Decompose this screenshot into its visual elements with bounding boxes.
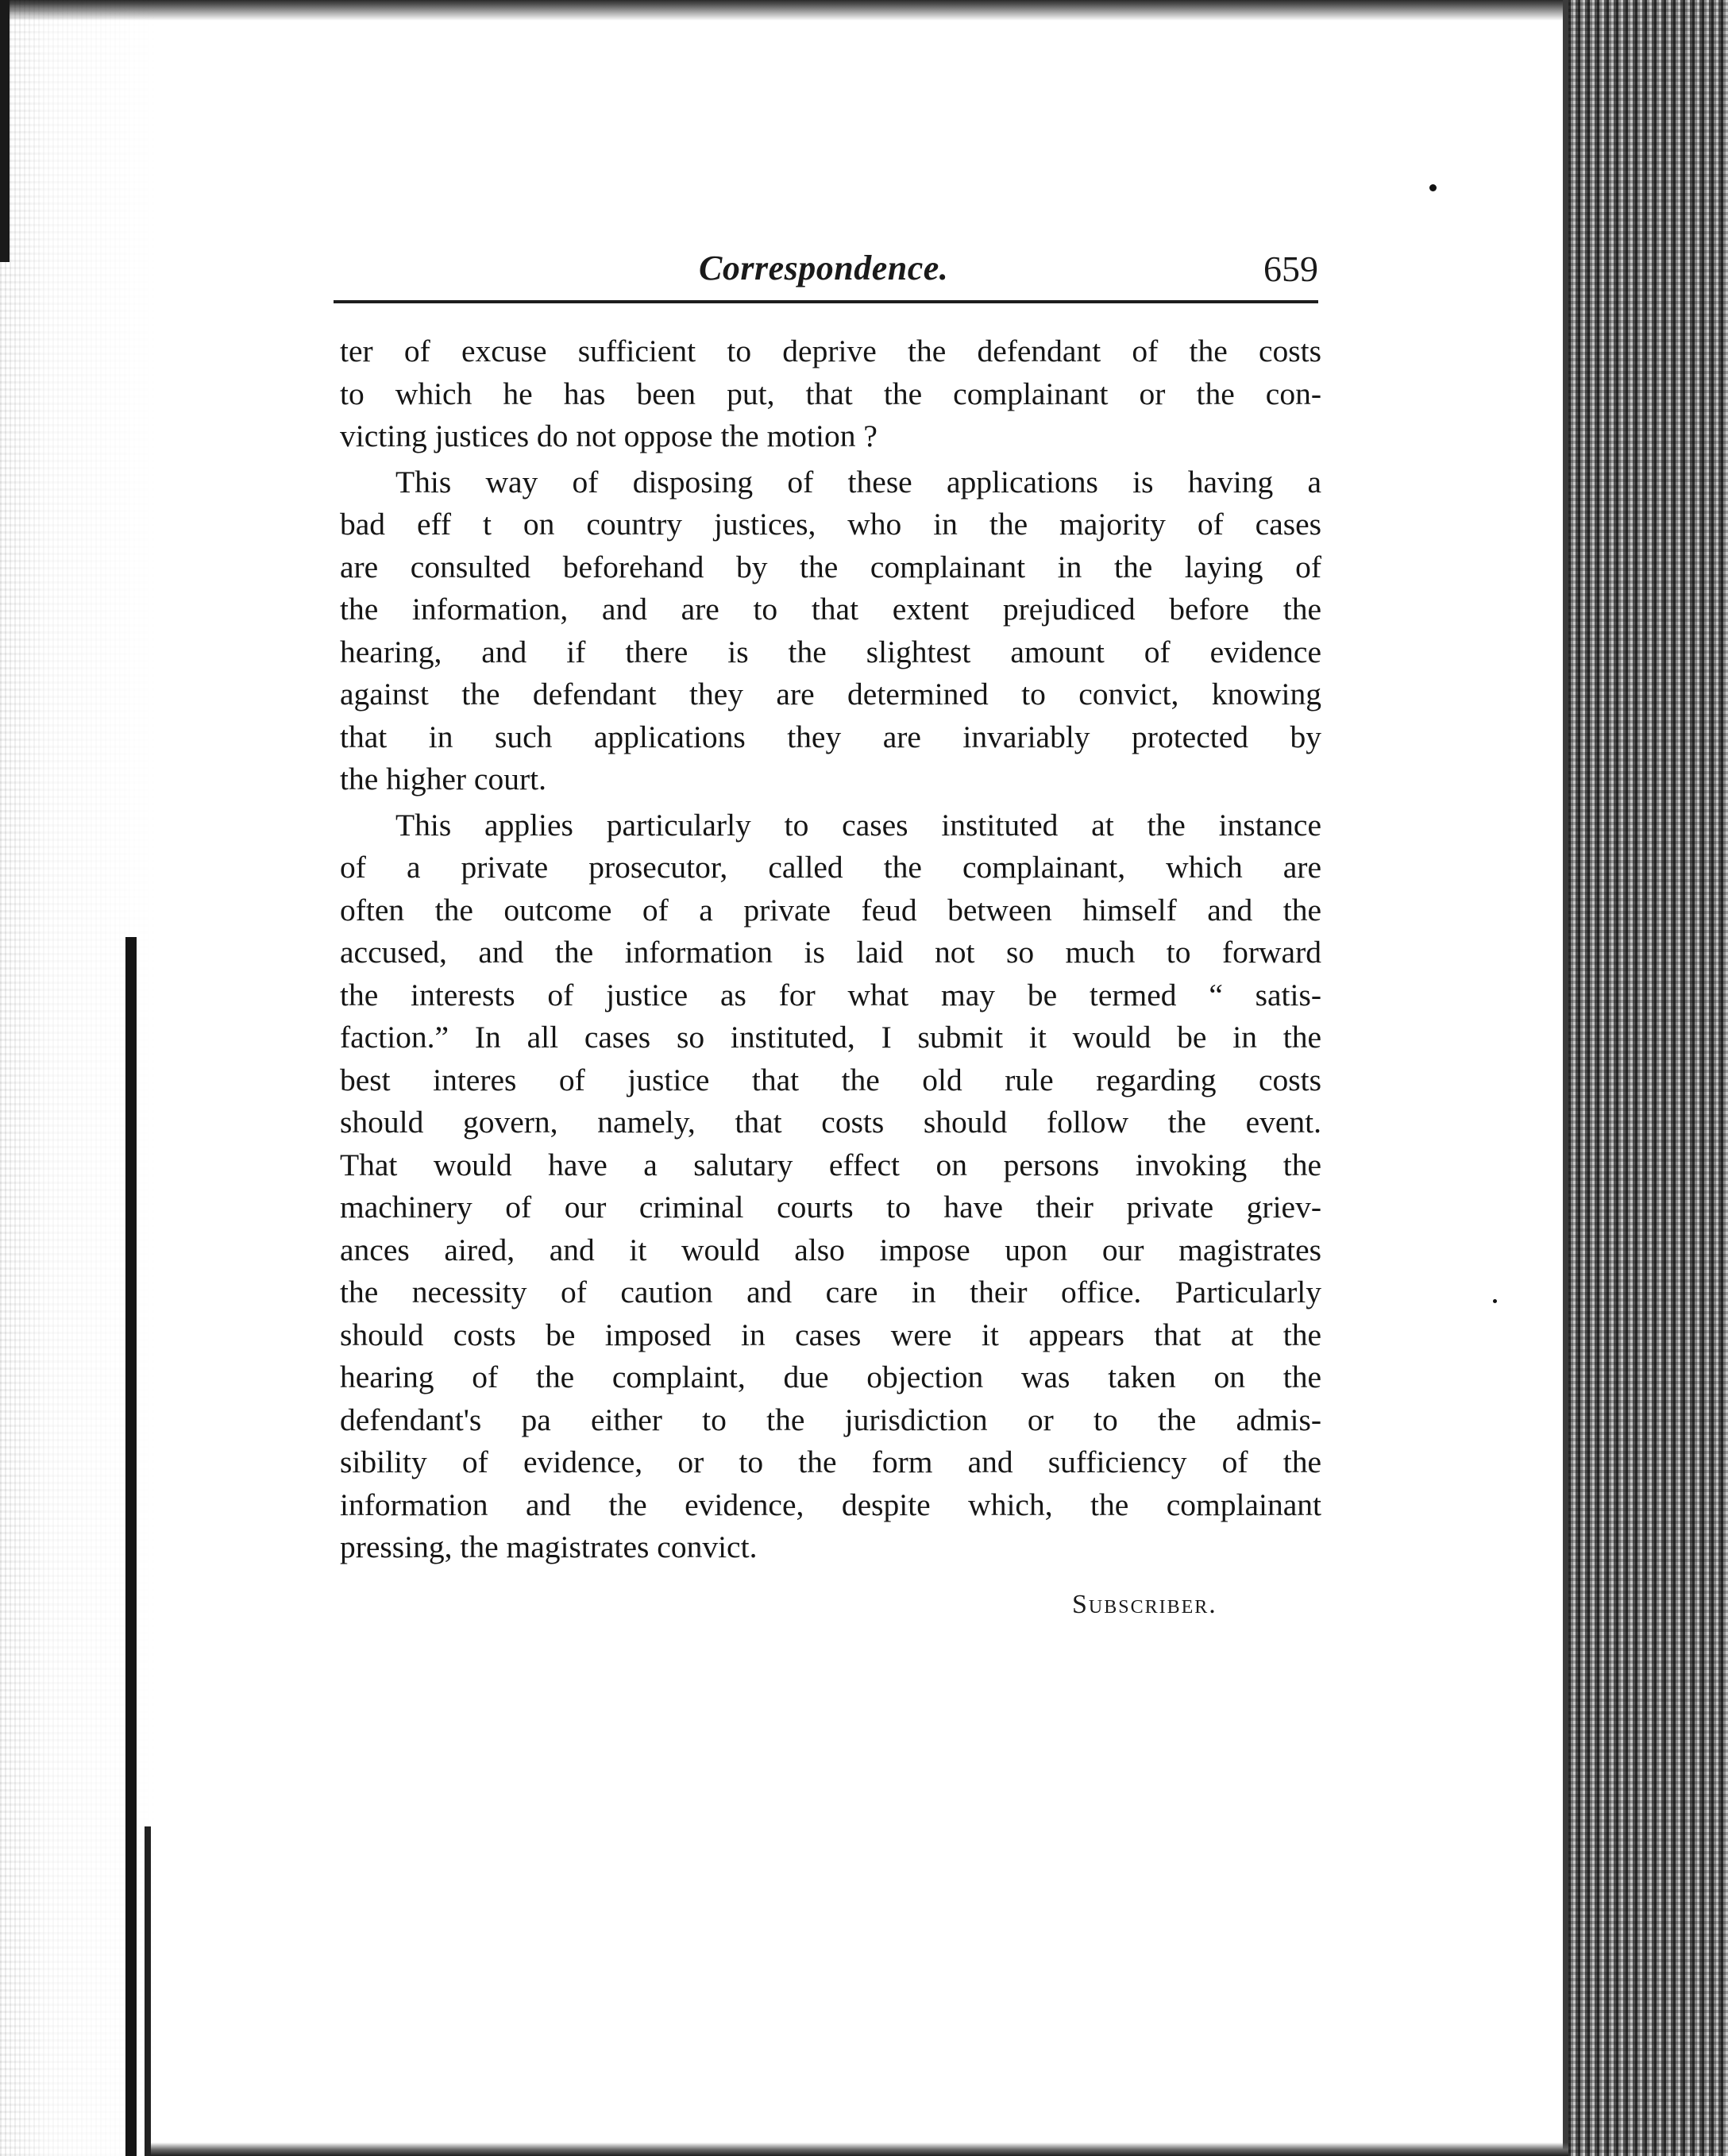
paragraph (340, 330, 1321, 458)
text-line: against the defendant they are determined to convict, knowing (340, 677, 1321, 712)
text-line: sibility of evidence, or to the form and sufficiency of the (340, 1444, 1321, 1479)
paragraph (340, 804, 1321, 1569)
text-line: are consulted beforehand by the complainant in the laying of (340, 549, 1321, 584)
header-rule (334, 300, 1318, 303)
text-line: should govern, namely, that costs should follow the event. (340, 1105, 1321, 1140)
text-line: that in such applications they are invariably protected by (340, 719, 1321, 754)
scan-edge-top (0, 0, 1728, 21)
text-line: This way of disposing of these applications is having a (395, 464, 1321, 499)
running-head (334, 248, 1318, 303)
scan-binding-shadow-2 (145, 1826, 151, 2156)
letter-body (340, 330, 1321, 1569)
text-line: hearing of the complaint, due objection was taken on the (340, 1360, 1321, 1394)
text-line: hearing, and if there is the slightest amount of evidence (340, 634, 1321, 669)
text-line: best interes of justice that the old rule regarding costs (340, 1062, 1321, 1097)
text-line: to which he has been put, that the complainant or the con- (340, 376, 1321, 411)
text-line: accused, and the information is laid not so much to forward (340, 935, 1321, 970)
paragraph (340, 461, 1321, 801)
text-line: often the outcome of a private feud between himself and the (340, 892, 1321, 928)
text-line: machinery of our criminal courts to have their private griev- (340, 1190, 1321, 1225)
scan-edge-right-pages (1568, 0, 1728, 2156)
running-head-title: Correspondence. (699, 249, 949, 287)
page-number: 659 (1263, 249, 1318, 289)
text-line: the necessity of caution and care in their office. Particularly (340, 1275, 1321, 1309)
text-line: victing justices do not oppose the motion ? (340, 418, 878, 453)
text-line: the interests of justice as for what may be termed “ satis- (340, 977, 1321, 1012)
text-line: faction.” In all cases so instituted, I submit it would be in the (340, 1020, 1321, 1055)
text-line: bad eff t on country justices, who in the majority of cases (340, 507, 1321, 542)
text-line: ter of excuse sufficient to deprive the defendant of the costs (340, 334, 1321, 368)
scan-speck (1429, 184, 1437, 191)
text-line: ances aired, and it would also impose upon our magistrates (340, 1232, 1321, 1267)
scan-edge-bottom (151, 2143, 1568, 2156)
signature: Subscriber. (1072, 1590, 1217, 1619)
text-line: pressing, the magistrates convict. (340, 1529, 758, 1564)
scan-edge-left-dark (0, 0, 10, 262)
text-line: That would have a salutary effect on persons invoking the (340, 1147, 1321, 1182)
scan-binding-shadow (125, 937, 137, 2156)
text-line: information and the evidence, despite which, the complainant (340, 1487, 1321, 1522)
text-line: of a private prosecutor, called the complainant, which are (340, 850, 1321, 885)
text-line: defendant's pa either to the jurisdiction or to the admis- (340, 1402, 1321, 1437)
text-line: the higher court. (340, 762, 546, 796)
scan-speck (1493, 1299, 1497, 1303)
text-line: This applies particularly to cases instituted at the instance (395, 807, 1321, 843)
text-line: the information, and are to that extent prejudiced before the (340, 592, 1321, 627)
text-line: should costs be imposed in cases were it appears that at the (340, 1317, 1321, 1352)
